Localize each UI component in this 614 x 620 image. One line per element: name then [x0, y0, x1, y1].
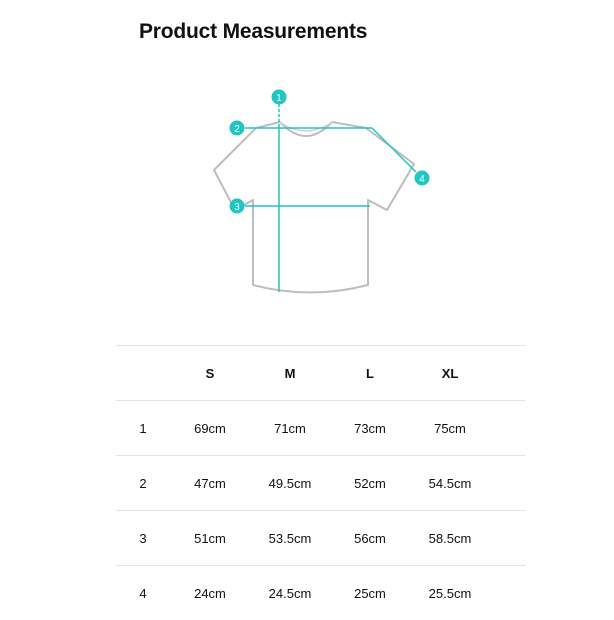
table-cell: 75cm [434, 420, 466, 436]
table-cell: 51cm [194, 530, 226, 546]
table-cell: 69cm [194, 420, 226, 436]
marker-3 [230, 199, 245, 214]
svg-text:4: 4 [419, 174, 425, 185]
table-header-cell-m: M [284, 365, 296, 381]
table-cell: 71cm [274, 420, 306, 436]
table-cell: 52cm [354, 475, 386, 491]
table-row [116, 510, 526, 565]
table-cell: 25cm [354, 585, 386, 601]
table-cell: 47cm [194, 475, 226, 491]
measure-line-4 [372, 128, 416, 172]
table-header-row [116, 345, 526, 400]
svg-text:2: 2 [234, 124, 240, 135]
table-header-cell-l: L [366, 365, 374, 381]
table-cell: 54.5cm [428, 475, 472, 491]
size-table [116, 345, 526, 620]
table-cell: 24.5cm [268, 585, 312, 601]
row-label: 2 [139, 475, 147, 491]
svg-text:3: 3 [234, 202, 240, 213]
table-cell: 53.5cm [268, 530, 312, 546]
row-label: 3 [139, 530, 147, 546]
marker-1 [272, 90, 287, 105]
table-cell: 58.5cm [428, 530, 472, 546]
table-row [116, 455, 526, 510]
table-cell: 56cm [354, 530, 386, 546]
table-row [116, 400, 526, 455]
table-row [116, 565, 526, 620]
marker-4 [415, 171, 430, 186]
table-cell: 25.5cm [428, 585, 472, 601]
table-cell: 24cm [194, 585, 226, 601]
page-title: Product Measurements [139, 20, 368, 43]
marker-2 [230, 121, 245, 136]
svg-text:1: 1 [276, 93, 282, 104]
row-label: 4 [139, 585, 147, 601]
row-label: 1 [139, 420, 147, 436]
table-cell: 73cm [354, 420, 386, 436]
table-header-cell-xl: XL [441, 365, 459, 381]
table-header-cell-s: S [205, 365, 215, 381]
table-cell: 49.5cm [268, 475, 312, 491]
